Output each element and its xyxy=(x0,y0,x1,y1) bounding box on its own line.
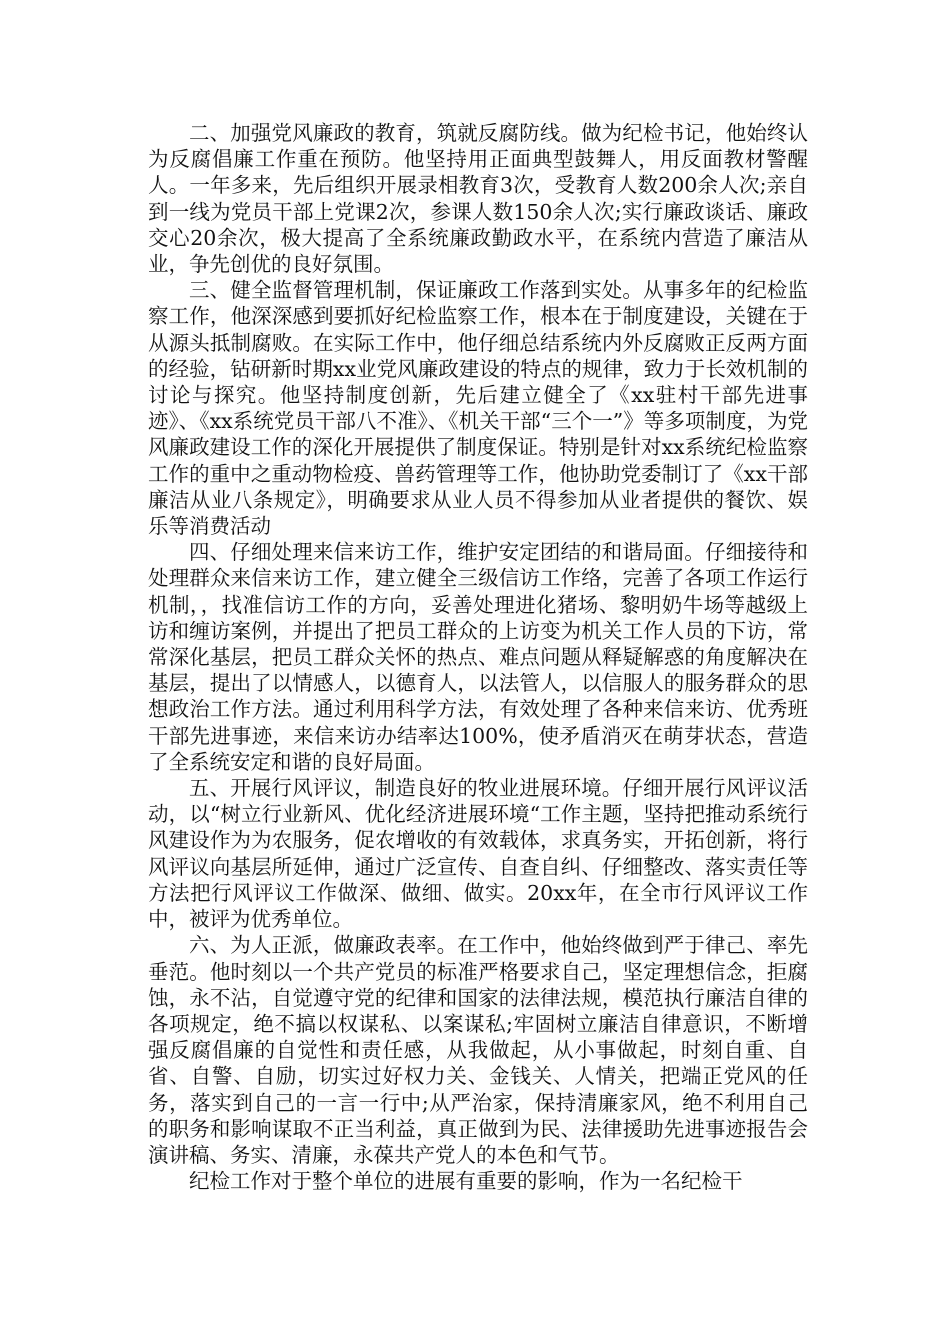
paragraph-petitions: 四、仔细处理来信来访工作，维护安定团结的和谐局面。仔细接待和处理群众来信来访工作，建立健全三级信访工作络，完善了各项工作运行机制，，找准信访工作的方向，妥善处理进化猪场、黎明奶牛场等越级上访和缠访案例，并提出了把员工群众的上访变为机关工作人员的下访，常常深化基层，把员工群众关怀的热点、难点问题从释疑解惑的角度解决在基层，提出了以情感人，以德育人，以法管人，以信服人的服务群众的思想政治工作方法。通过利用科学方法，有效处理了各种来信来访、优秀班干部先进事迹，来信来访办结率达100%，使矛盾消灭在萌芽状态，营造了全系统安定和谐的良好局面。 xyxy=(148,540,808,774)
paragraph-conclusion: 纪检工作对于整个单位的进展有重要的影响，作为一名纪检干 xyxy=(189,1169,743,1194)
document-page xyxy=(148,120,808,1194)
paragraph-education: 二、加强党风廉政的教育，筑就反腐防线。做为纪检书记，他始终认为反腐倡廉工作重在预防。他坚持用正面典型鼓舞人，用反面教材警醒人。一年多来，先后组织开展录相教育3次，受教育人数200余人次;亲自到一线为党员干部上党课2次，参课人数150余人次;实行廉政谈话、廉政交心20余次，极大提高了全系统廉政勤政水平，在系统内营造了廉洁从业，争先创优的良好氛围。 xyxy=(148,121,808,277)
paragraph-integrity: 六、为人正派，做廉政表率。在工作中，他始终做到严于律己、率先垂范。他时刻以一个共产党员的标准严格要求自己，坚定理想信念，拒腐蚀，永不沾，自觉遵守党的纪律和国家的法律法规，模范执行廉洁自律的各项规定，绝不搞以权谋私、以案谋私;牢固树立廉洁自律意识，不断增强反腐倡廉的自觉性和责任感，从我做起，从小事做起，时刻自重、自省、自警、自励，切实过好权力关、金钱关、人情关，把端正党风的任务，落实到自己的一言一行中;从严治家，保持清廉家风，绝不利用自己的职务和影响谋取不正当利益，真正做到为民、法律援助先进事迹报告会演讲稿、务实、清廉，永葆共产党人的本色和气节。 xyxy=(148,933,808,1167)
paragraph-style-review: 五、开展行风评议，制造良好的牧业进展环境。仔细开展行风评议活动，以“树立行业新风、优化经济进展环境“工作主题，坚持把推动系统行风建设作为为农服务，促农增收的有效载体，求真务实，开拓创新，将行风评议向基层所延伸，通过广泛宣传、自查自纠、仔细整改、落实责任等方法把行风评议工作做深、做细、做实。20xx年，在全市行风评议工作中，被评为优秀单位。 xyxy=(148,776,808,932)
paragraph-supervision: 三、健全监督管理机制，保证廉政工作落到实处。从事多年的纪检监察工作，他深深感到要抓好纪检监察工作，根本在于制度建设，关键在于从源头抵制腐败。在实际工作中，他仔细总结系统内外反腐败正反两方面的经验，钻研新时期xx业党风廉政建设的特点的规律，致力于长效机制的讨论与探究。他坚持制度创新，先后建立健全了《xx驻村干部先进事迹》、《xx系统党员干部八不准》、《机关干部“三个一”》等多项制度，为党风廉政建设工作的深化开展提供了制度保证。特别是针对xx系统纪检监察工作的重中之重动物检疫、兽药管理等工作，他协助党委制订了《xx干部廉洁从业八条规定》，明确要求从业人员不得参加从业者提供的餐饮、娱乐等消费活动 xyxy=(148,278,808,539)
